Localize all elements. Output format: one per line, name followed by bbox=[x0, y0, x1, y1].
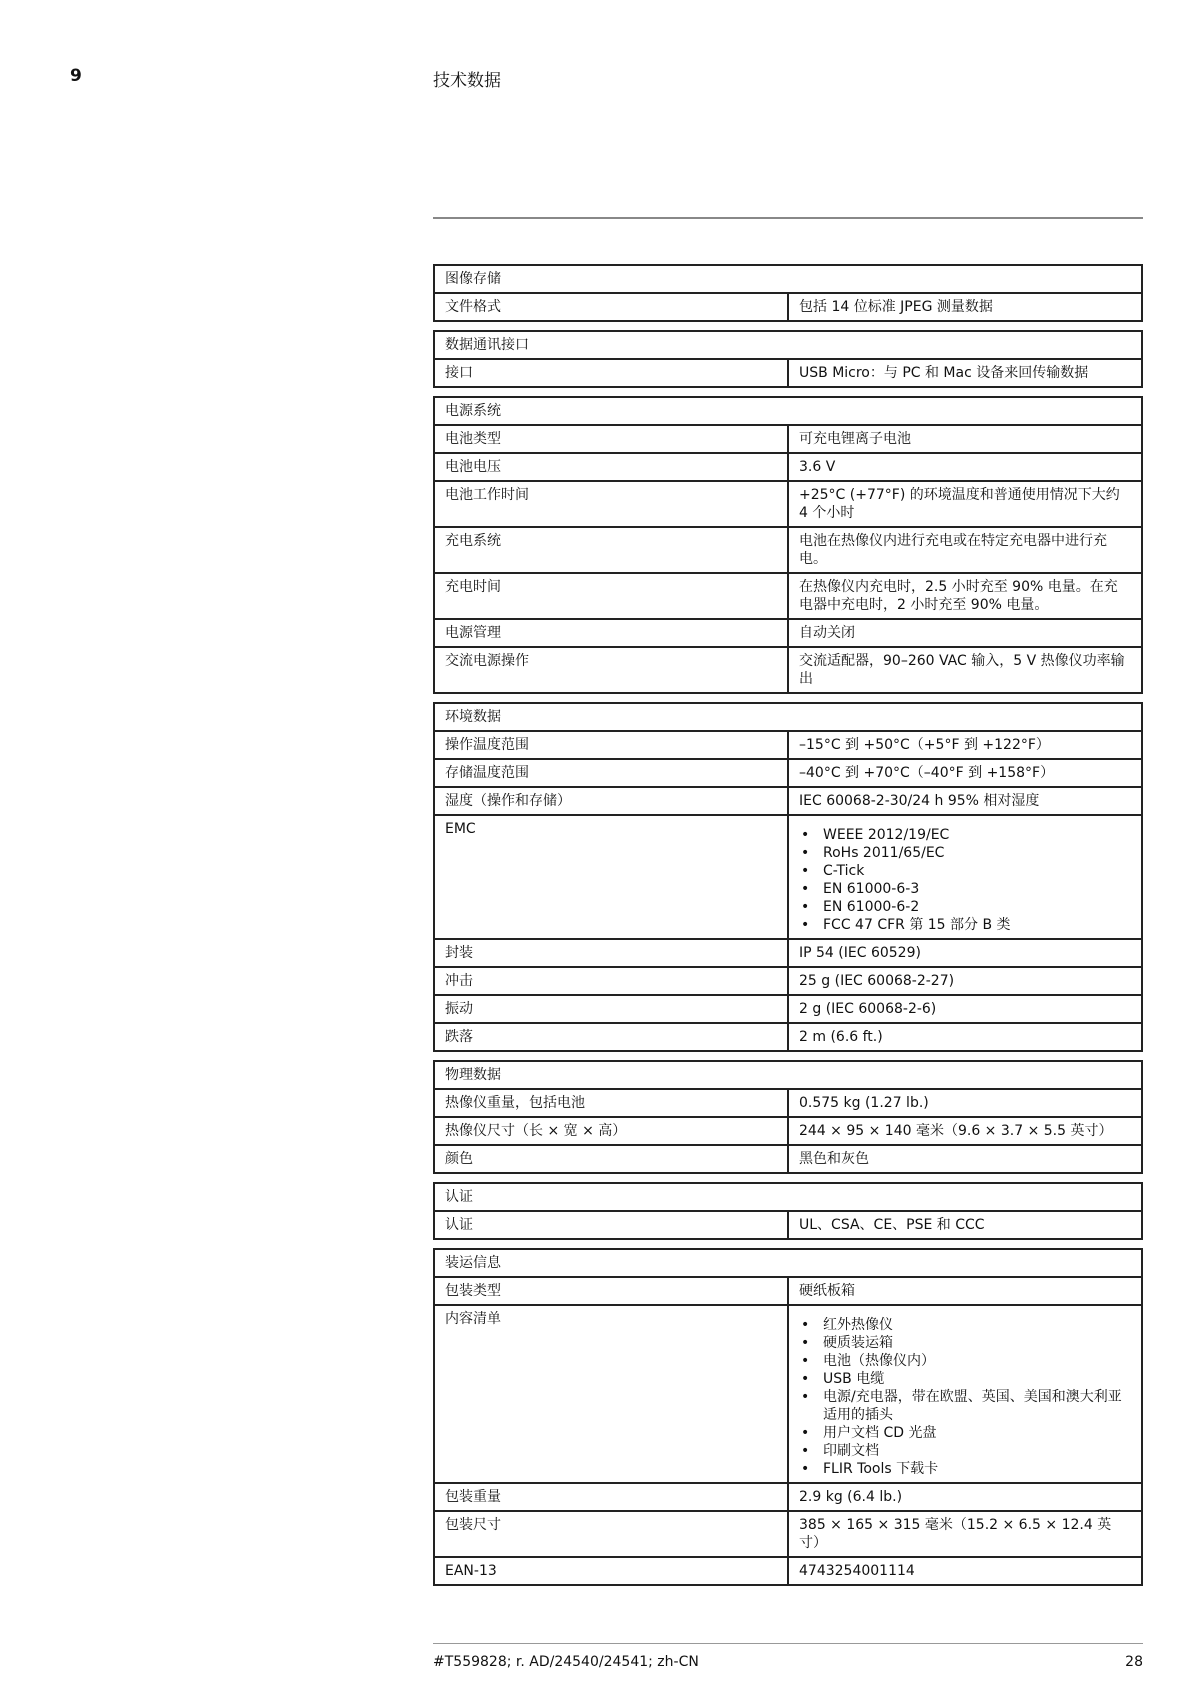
section-header-row bbox=[434, 265, 1142, 293]
section-header-row bbox=[434, 1183, 1142, 1211]
spec-label: 充电系统 bbox=[434, 527, 788, 573]
spec-row bbox=[434, 939, 1142, 967]
bullet-item: • 电池（热像仪内） bbox=[799, 1352, 1131, 1370]
spec-table bbox=[433, 1182, 1143, 1240]
spec-value: 4743254001114 bbox=[788, 1557, 1142, 1585]
spec-label: 接口 bbox=[434, 359, 788, 387]
spec-row bbox=[434, 573, 1142, 619]
section-title: 认证 bbox=[434, 1183, 1142, 1211]
bullet-item: • FLIR Tools 下载卡 bbox=[799, 1460, 1131, 1478]
spec-label: 认证 bbox=[434, 1211, 788, 1239]
bullet-item: • C-Tick bbox=[799, 862, 1131, 880]
spec-row bbox=[434, 995, 1142, 1023]
section-header-row bbox=[434, 1061, 1142, 1089]
spec-label: 电源管理 bbox=[434, 619, 788, 647]
spec-label: 颜色 bbox=[434, 1145, 788, 1173]
spec-value: –40°C 到 +70°C（–40°F 到 +158°F） bbox=[788, 759, 1142, 787]
spec-label: 跌落 bbox=[434, 1023, 788, 1051]
spec-table bbox=[433, 396, 1143, 694]
spec-row bbox=[434, 1211, 1142, 1239]
spec-row bbox=[434, 1557, 1142, 1585]
spec-value: IEC 60068-2-30/24 h 95% 相对湿度 bbox=[788, 787, 1142, 815]
spec-label: 封装 bbox=[434, 939, 788, 967]
spec-row bbox=[434, 1483, 1142, 1511]
spec-value: 电池在热像仪内进行充电或在特定充电器中进行充电。 bbox=[788, 527, 1142, 573]
spec-label: 电池类型 bbox=[434, 425, 788, 453]
spec-row bbox=[434, 481, 1142, 527]
section-title: 物理数据 bbox=[434, 1061, 1142, 1089]
spec-value: 包括 14 位标准 JPEG 测量数据 bbox=[788, 293, 1142, 321]
page-number: 28 bbox=[1125, 1654, 1143, 1670]
bullet-item: • 用户文档 CD 光盘 bbox=[799, 1424, 1131, 1442]
spec-label: 充电时间 bbox=[434, 573, 788, 619]
spec-label: 电池电压 bbox=[434, 453, 788, 481]
spec-label: 交流电源操作 bbox=[434, 647, 788, 693]
spec-table bbox=[433, 264, 1143, 322]
spec-label: 内容清单 bbox=[434, 1305, 788, 1483]
spec-row bbox=[434, 453, 1142, 481]
section-title: 图像存储 bbox=[434, 265, 1142, 293]
section-title: 数据通讯接口 bbox=[434, 331, 1142, 359]
spec-value: 交流适配器，90–260 VAC 输入，5 V 热像仪功率输出 bbox=[788, 647, 1142, 693]
spec-value: 在热像仪内充电时，2.5 小时充至 90% 电量。在充电器中充电时，2 小时充至 90% 电量。 bbox=[788, 573, 1142, 619]
spec-value: USB Micro：与 PC 和 Mac 设备来回传输数据 bbox=[788, 359, 1142, 387]
bullet-item: • 印刷文档 bbox=[799, 1442, 1131, 1460]
spec-row bbox=[434, 647, 1142, 693]
spec-label: 电池工作时间 bbox=[434, 481, 788, 527]
spec-row bbox=[434, 359, 1142, 387]
bullet-item: • RoHs 2011/65/EC bbox=[799, 844, 1131, 862]
spec-label: 热像仪尺寸（长 × 宽 × 高） bbox=[434, 1117, 788, 1145]
spec-row bbox=[434, 1511, 1142, 1557]
spec-label: 湿度（操作和存储） bbox=[434, 787, 788, 815]
spec-value-list bbox=[788, 815, 1142, 939]
spec-label: 包装尺寸 bbox=[434, 1511, 788, 1557]
spec-value-list bbox=[788, 1305, 1142, 1483]
spec-value: 244 × 95 × 140 毫米（9.6 × 3.7 × 5.5 英寸） bbox=[788, 1117, 1142, 1145]
spec-row bbox=[434, 1089, 1142, 1117]
spec-row bbox=[434, 1117, 1142, 1145]
bullet-item: • EN 61000-6-2 bbox=[799, 898, 1131, 916]
spec-label: 包装类型 bbox=[434, 1277, 788, 1305]
spec-value: 385 × 165 × 315 毫米（15.2 × 6.5 × 12.4 英寸） bbox=[788, 1511, 1142, 1557]
spec-value: –15°C 到 +50°C（+5°F 到 +122°F） bbox=[788, 731, 1142, 759]
spec-value: 2 m (6.6 ft.) bbox=[788, 1023, 1142, 1051]
chapter-number: 9 bbox=[70, 66, 82, 86]
spec-row bbox=[434, 1277, 1142, 1305]
section-title: 电源系统 bbox=[434, 397, 1142, 425]
chapter-title: 技术数据 bbox=[433, 71, 501, 91]
spec-value: 3.6 V bbox=[788, 453, 1142, 481]
spec-row bbox=[434, 293, 1142, 321]
bullet-item: • 红外热像仪 bbox=[799, 1316, 1131, 1334]
section-header-row bbox=[434, 331, 1142, 359]
bullet-item: • 电源/充电器，带在欧盟、英国、美国和澳大利亚适用的插头 bbox=[799, 1388, 1131, 1424]
bullet-item: • USB 电缆 bbox=[799, 1370, 1131, 1388]
section-header-row bbox=[434, 1249, 1142, 1277]
spec-value: +25°C (+77°F) 的环境温度和普通使用情况下大约 4 个小时 bbox=[788, 481, 1142, 527]
spec-value: IP 54 (IEC 60529) bbox=[788, 939, 1142, 967]
spec-row bbox=[434, 967, 1142, 995]
spec-row bbox=[434, 1145, 1142, 1173]
spec-label: 热像仪重量，包括电池 bbox=[434, 1089, 788, 1117]
spec-label: 冲击 bbox=[434, 967, 788, 995]
spec-value: 2 g (IEC 60068-2-6) bbox=[788, 995, 1142, 1023]
section-title: 装运信息 bbox=[434, 1249, 1142, 1277]
bullet-item: • EN 61000-6-3 bbox=[799, 880, 1131, 898]
spec-tables bbox=[433, 264, 1143, 1594]
spec-value: 硬纸板箱 bbox=[788, 1277, 1142, 1305]
spec-row bbox=[434, 619, 1142, 647]
spec-value: 自动关闭 bbox=[788, 619, 1142, 647]
spec-row bbox=[434, 425, 1142, 453]
spec-row bbox=[434, 759, 1142, 787]
spec-value: 0.575 kg (1.27 lb.) bbox=[788, 1089, 1142, 1117]
spec-value: 25 g (IEC 60068-2-27) bbox=[788, 967, 1142, 995]
spec-value: 可充电锂离子电池 bbox=[788, 425, 1142, 453]
spec-label: 操作温度范围 bbox=[434, 731, 788, 759]
spec-label: 文件格式 bbox=[434, 293, 788, 321]
section-title: 环境数据 bbox=[434, 703, 1142, 731]
spec-table bbox=[433, 1248, 1143, 1586]
spec-table bbox=[433, 702, 1143, 1052]
header-divider bbox=[433, 217, 1143, 219]
spec-value: UL、CSA、CE、PSE 和 CCC bbox=[788, 1211, 1142, 1239]
spec-table bbox=[433, 1060, 1143, 1174]
bullet-item: • WEEE 2012/19/EC bbox=[799, 826, 1131, 844]
spec-table bbox=[433, 330, 1143, 388]
spec-label: 存储温度范围 bbox=[434, 759, 788, 787]
spec-label: EAN-13 bbox=[434, 1557, 788, 1585]
bullet-list bbox=[799, 1316, 1131, 1478]
spec-label: EMC bbox=[434, 815, 788, 939]
bullet-item: • 硬质装运箱 bbox=[799, 1334, 1131, 1352]
spec-label: 包装重量 bbox=[434, 1483, 788, 1511]
document-id: #T559828; r. AD/24540/24541; zh-CN bbox=[433, 1654, 699, 1670]
section-header-row bbox=[434, 397, 1142, 425]
bullet-list bbox=[799, 826, 1131, 934]
spec-row bbox=[434, 787, 1142, 815]
spec-value: 黑色和灰色 bbox=[788, 1145, 1142, 1173]
spec-row bbox=[434, 731, 1142, 759]
bullet-item: • FCC 47 CFR 第 15 部分 B 类 bbox=[799, 916, 1131, 934]
footer-divider bbox=[433, 1643, 1143, 1644]
spec-label: 振动 bbox=[434, 995, 788, 1023]
section-header-row bbox=[434, 703, 1142, 731]
spec-row bbox=[434, 1305, 1142, 1483]
spec-row bbox=[434, 1023, 1142, 1051]
spec-row bbox=[434, 815, 1142, 939]
spec-row bbox=[434, 527, 1142, 573]
spec-value: 2.9 kg (6.4 lb.) bbox=[788, 1483, 1142, 1511]
